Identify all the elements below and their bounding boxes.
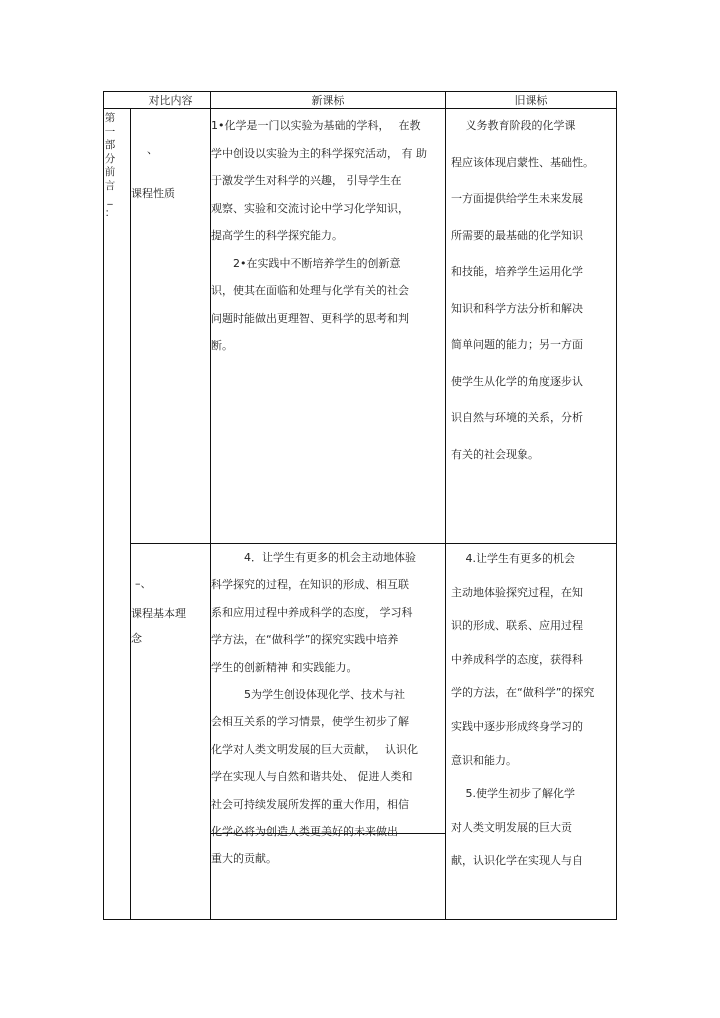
row-divider — [130, 543, 617, 544]
row2-mark: –、 — [135, 577, 152, 590]
row1-label: 课程性质 — [131, 187, 175, 200]
row2-new-text: 4．让学生有更多的机会主动地体验 科学探究的过程，在知识的形成、相互联 系和应用过程中养成科学的态度， 学习科 学方法，在“做科学”的探究实践中培养 学生的创新精神 和实践能力。 5为学生创设体现化学、技术与社 会相互关系的学习情景，使学生初步了解 化学对人类文明发展的巨大贡献， 认识化 学在实现人与自然和谐共处、 促进人类和 社会可持续发展所发挥的重大作用，相信 化学必将为创造人类更美好的未来做出 重大的贡献。 — [211, 551, 418, 866]
row1-mark: 、 — [147, 143, 158, 156]
header-bottom-border — [103, 108, 617, 109]
table-bottom-border — [103, 919, 617, 920]
header-compare: 对比内容 — [148, 94, 193, 107]
part-label: 第 一 部 分 前 言 _ ： — [104, 112, 116, 219]
header-new-standard: 新课标 — [311, 94, 345, 107]
header-old-standard: 旧课标 — [514, 94, 548, 107]
part-column-border — [130, 108, 131, 920]
row2-old-text: 4.让学生有更多的机会 主动地体验探究过程，在知 识的形成、联系、应用过程 中养成科学的态度，获得科 学的方法，在“做科学”的探究 实践中逐步形成终身学习的 意识和能力。 5.使学生初步了解化学 对人类文明发展的巨大贡 献，认识化学在实现人与自 — [451, 552, 595, 868]
row1-new-text: 1•化学是一门以实验为基础的学科， 在教 学中创设以实验为主的科学探究活动， 有 助 于激发学生对科学的兴趣， 引导学生在 观察、实验和交流讨论中学习化学知识， 提高学生的科学探究能力。 2•在实践中不断培养学生的创新意 识，使其在面临和处理与化学有关的社会 问题时能做出更理智、更科学的思考和判 断。 — [211, 119, 427, 352]
row1-old-text: 义务教育阶段的化学课 程应该体现启蒙性、基础性。 一方面提供给学生未来发展 所需要的最基础的化学知识 和技能，培养学生运用化学 知识和科学方法分析和解决 简单问题的能力；另一方面 使学生从化学的角度逐步认 识自然与环境的关系，分析 有关的社会现象。 — [451, 119, 594, 461]
table-right-border — [616, 91, 617, 920]
row2-label-line1: 课程基本理 — [131, 607, 186, 620]
row2-label-line2: 念 — [131, 632, 142, 645]
new-column-border — [445, 91, 446, 920]
